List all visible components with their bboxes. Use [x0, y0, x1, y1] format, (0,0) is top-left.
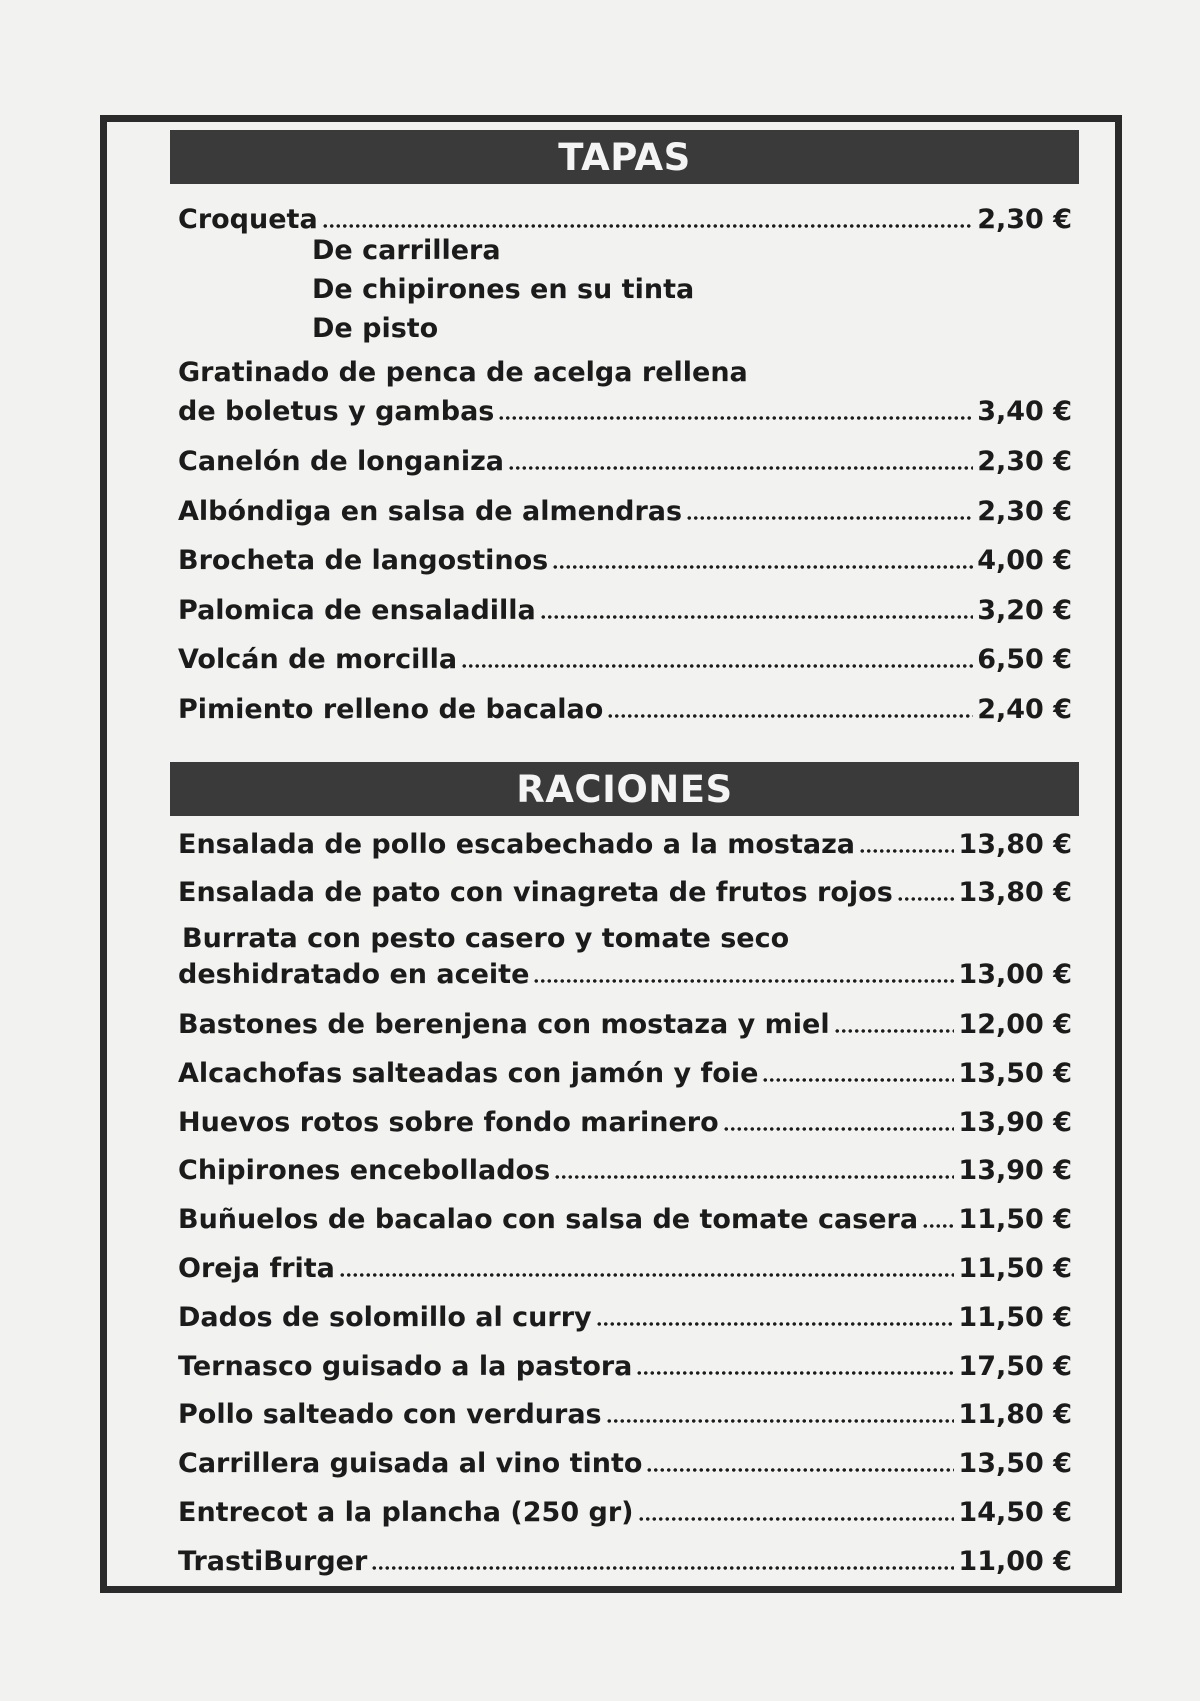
item-name: Carrillera guisada al vino tinto: [178, 1448, 643, 1480]
item-name: Ensalada de pato con vinagreta de frutos rojos: [178, 877, 893, 908]
menu-item: [178, 1203, 1072, 1237]
item-price: 2,30 €: [977, 495, 1072, 527]
item-name: Ternasco guisado a la pastora: [178, 1350, 633, 1382]
item-name: Palomica de ensaladilla: [178, 594, 536, 626]
croqueta-variety: De carrillera: [312, 235, 501, 266]
dot-leader: [922, 1222, 954, 1230]
item-price: 17,50 €: [958, 1350, 1072, 1382]
item-price: 2,30 €: [977, 446, 1072, 477]
dot-leader: [596, 1320, 955, 1328]
item-price: 11,50 €: [958, 1204, 1072, 1236]
dot-leader: [859, 847, 954, 855]
dot-leader: [552, 563, 973, 571]
dot-leader: [508, 464, 973, 472]
croqueta-variety: De chipirones en su tinta: [312, 274, 695, 305]
dot-leader: [461, 662, 973, 670]
menu-item: [178, 1447, 1072, 1481]
dot-leader: [371, 1564, 954, 1572]
tapas-header: TAPAS: [170, 130, 1079, 184]
menu-item: [178, 495, 1072, 529]
item-price: 2,30 €: [977, 204, 1072, 235]
item-price: 13,90 €: [958, 1106, 1072, 1138]
menu-item: [178, 445, 1072, 479]
menu-item: [178, 594, 1072, 628]
dot-leader: [554, 1173, 954, 1181]
dot-leader: [762, 1076, 954, 1084]
menu-item: [178, 1350, 1072, 1384]
item-name: TrastiBurger: [178, 1545, 368, 1577]
item-name: Huevos rotos sobre fondo marinero: [178, 1106, 719, 1138]
menu-item: [178, 1008, 1072, 1042]
item-price: 13,50 €: [958, 1448, 1072, 1480]
menu-item: [178, 1154, 1072, 1188]
item-name: Albóndiga en salsa de almendras: [178, 495, 683, 527]
menu-item: [178, 1252, 1072, 1286]
item-price: 6,50 €: [977, 644, 1072, 675]
dot-leader: [897, 895, 955, 903]
dot-leader: [498, 414, 973, 422]
item-name: Volcán de morcilla: [178, 644, 458, 675]
item-price: 11,80 €: [958, 1399, 1072, 1431]
item-name: Canelón de longaniza: [178, 446, 505, 477]
item-price: 13,80 €: [958, 877, 1072, 908]
item-name: Brocheta de langostinos: [178, 545, 549, 576]
menu-item: [178, 1496, 1072, 1530]
menu-item-croqueta: [178, 203, 1072, 237]
item-name: Pimiento relleno de bacalao: [178, 693, 604, 725]
item-price: 2,40 €: [977, 693, 1072, 725]
menu-item: [178, 1106, 1072, 1140]
item-price: 3,40 €: [977, 396, 1072, 427]
dot-leader: [638, 1515, 955, 1523]
dot-leader: [339, 1271, 955, 1279]
item-name: Entrecot a la plancha (250 gr): [178, 1497, 634, 1528]
item-name: de boletus y gambas: [178, 396, 495, 427]
dot-leader: [723, 1125, 955, 1133]
dot-leader: [606, 1417, 955, 1425]
item-price: 11,00 €: [958, 1545, 1072, 1577]
item-name-line1: Gratinado de penca de acelga rellena: [178, 357, 748, 388]
item-name: Croqueta: [178, 204, 318, 235]
menu-item: [178, 1545, 1072, 1579]
item-name: Chipirones encebollados: [178, 1155, 551, 1187]
menu-item: [178, 693, 1072, 727]
item-price: 3,20 €: [977, 594, 1072, 626]
dot-leader: [533, 977, 954, 985]
menu-item-gratinado: [178, 395, 1072, 429]
menu-item: [178, 876, 1072, 910]
item-price: 14,50 €: [958, 1497, 1072, 1528]
item-price: 13,90 €: [958, 1155, 1072, 1187]
item-price: 4,00 €: [977, 545, 1072, 576]
menu-item: [178, 1301, 1072, 1335]
item-name: Pollo salteado con verduras: [178, 1399, 602, 1431]
item-price: 13,00 €: [958, 959, 1072, 990]
menu-item: [178, 544, 1072, 578]
dot-leader: [607, 712, 973, 720]
menu-item: [178, 1398, 1072, 1432]
item-name: deshidratado en aceite: [178, 959, 530, 990]
raciones-header: RACIONES: [170, 762, 1079, 816]
dot-leader: [322, 222, 974, 230]
item-price: 12,00 €: [958, 1009, 1072, 1040]
menu-item-burrata: [178, 958, 1072, 992]
menu-item: [178, 1057, 1072, 1091]
dot-leader: [646, 1466, 954, 1474]
dot-leader: [834, 1027, 955, 1035]
item-name: Buñuelos de bacalao con salsa de tomate casera: [178, 1204, 919, 1236]
item-name: Bastones de berenjena con mostaza y miel: [178, 1009, 830, 1040]
dot-leader: [686, 514, 973, 522]
item-price: 11,50 €: [958, 1253, 1072, 1284]
item-name: Ensalada de pollo escabechado a la mostaza: [178, 829, 856, 860]
menu-item: [178, 828, 1072, 862]
item-price: 13,80 €: [958, 829, 1072, 860]
item-name-line1: Burrata con pesto casero y tomate seco: [182, 923, 790, 954]
item-name: Dados de solomillo al curry: [178, 1301, 592, 1333]
menu-item: [178, 643, 1072, 677]
dot-leader: [540, 613, 973, 621]
item-name: Oreja frita: [178, 1253, 335, 1284]
item-price: 13,50 €: [958, 1057, 1072, 1089]
item-name: Alcachofas salteadas con jamón y foie: [178, 1057, 759, 1089]
dot-leader: [636, 1369, 954, 1377]
item-price: 11,50 €: [958, 1301, 1072, 1333]
croqueta-variety: De pisto: [312, 313, 439, 344]
